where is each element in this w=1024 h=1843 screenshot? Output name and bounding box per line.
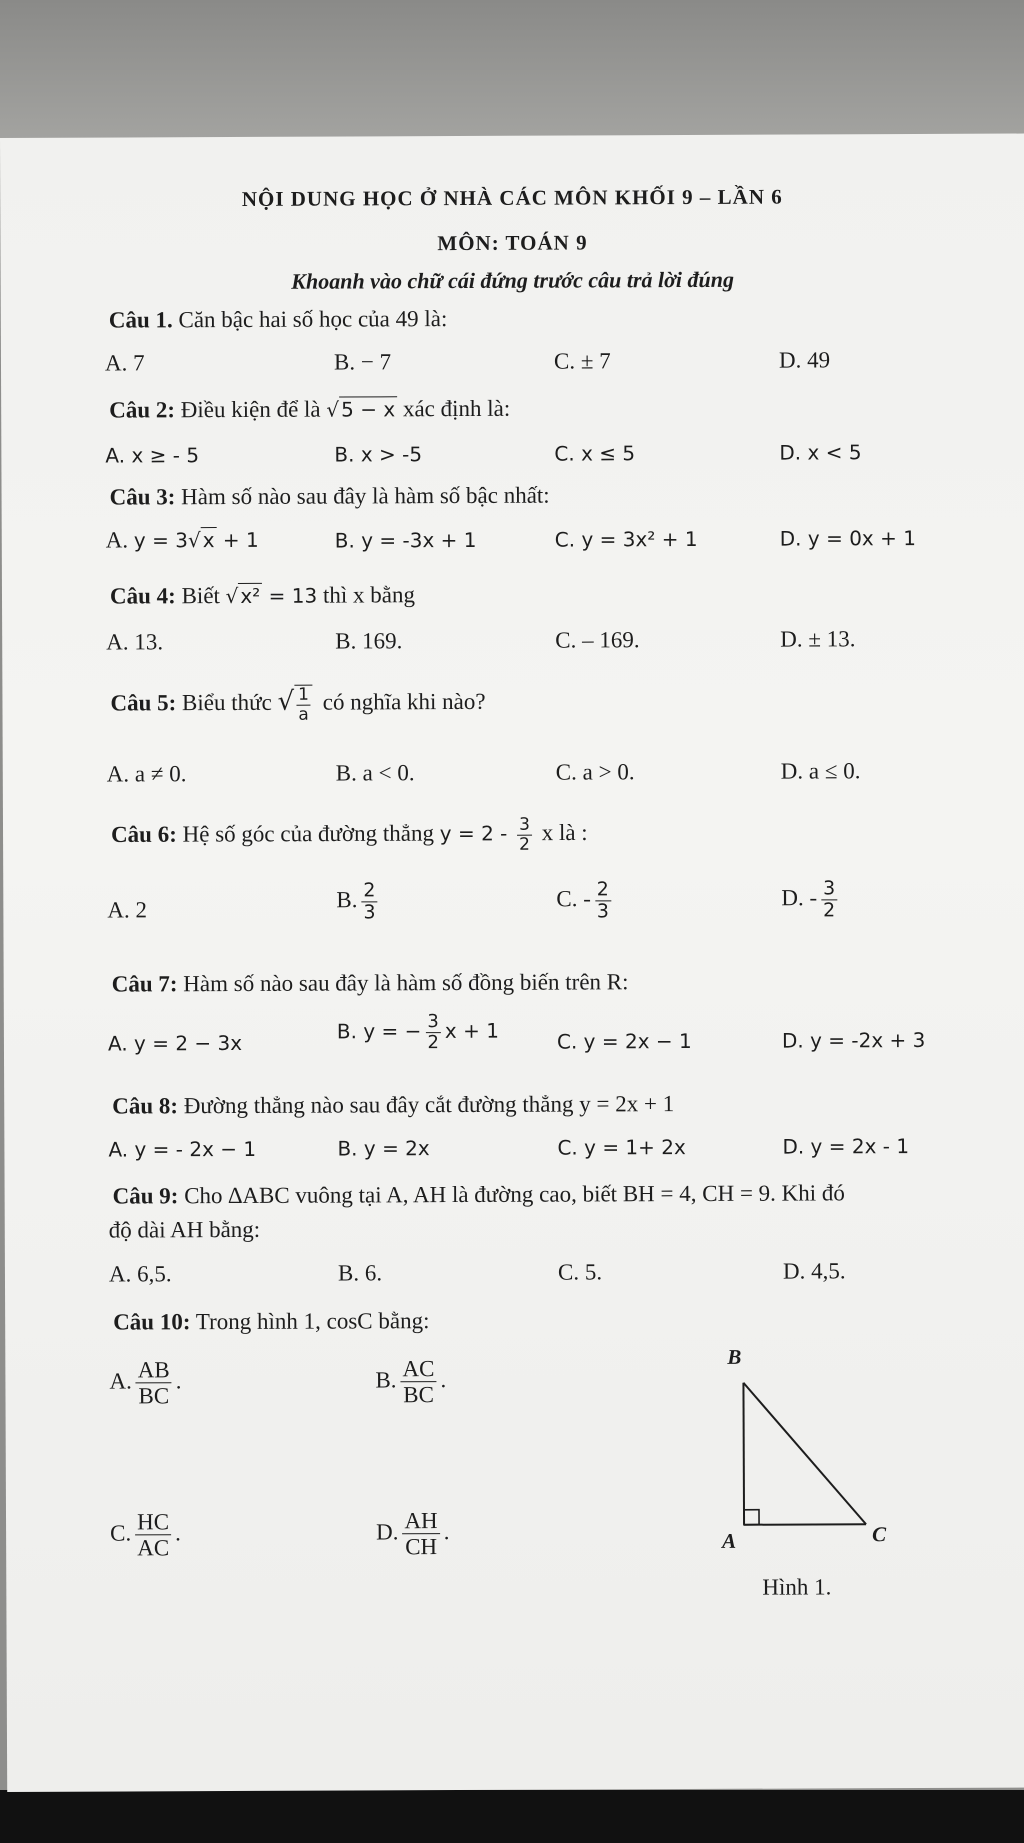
side-ab — [743, 1383, 744, 1525]
q1-option-d: D. 49 — [778, 347, 831, 373]
q5-option-d: D. a ≤ 0. — [780, 758, 861, 784]
background-bottom — [0, 1790, 1024, 1843]
q10-option-b: B. $\frac{AC}{BC}$ . — [375, 1356, 447, 1408]
q7-option-d: D. y = -2x + 3 — [781, 1027, 926, 1053]
question-3 — [110, 483, 550, 511]
q8-option-b: B. y = 2x — [337, 1136, 430, 1161]
q6-option-c: C. - $\frac{2}{3}$ — [556, 878, 610, 923]
q3-option-b: B. y = -3x + 1 — [334, 527, 477, 553]
question-label: Câu 1. — [108, 307, 173, 333]
question-label: Câu 2: — [109, 397, 176, 423]
triangle-figure — [725, 1364, 886, 1535]
q3-option-c: C. y = 3x² + 1 — [554, 526, 698, 552]
q9-option-a: A. 6,5. — [108, 1261, 172, 1287]
question-text: Cho ∆ABC vuông tại A, AH là đường cao, biết BH = 4, CH = 9. Khi đó — [184, 1180, 845, 1209]
question-text: Hàm số nào sau đây là hàm số bậc nhất: — [181, 482, 550, 510]
question-text: Căn bậc hai số học của 49 là: — [178, 306, 448, 333]
q6-option-d: D. - $\frac{3}{2}$ — [781, 877, 836, 922]
q6-option-a: A. 2 — [107, 897, 148, 923]
q6-option-b: B. $\frac{2}{3}$ — [336, 879, 376, 924]
question-label: Câu 7: — [111, 971, 178, 997]
q4-option-d: D. ± 13. — [780, 626, 856, 652]
side-ac — [744, 1524, 866, 1525]
question-8 — [112, 1091, 674, 1119]
q5-option-b: B. a < 0. — [335, 760, 415, 786]
question-10 — [113, 1308, 429, 1335]
q10-option-d: D. $\frac{AH}{CH}$ . — [376, 1508, 450, 1560]
q9-option-d: D. 4,5. — [782, 1258, 846, 1284]
q4-option-a: A. 13. — [106, 629, 164, 655]
q2-option-b: B. x > -5 — [334, 442, 423, 467]
q10-option-a: A. $\frac{AB}{BC}$ . — [109, 1357, 182, 1409]
question-9-cont: độ dài AH bằng: — [108, 1216, 261, 1243]
question-9 — [113, 1180, 845, 1209]
right-angle-mark — [744, 1510, 759, 1525]
q4-option-c: C. – 169. — [555, 627, 640, 653]
q3-option-a: A. y = 3√x + 1 — [105, 527, 259, 553]
vertex-c-label: C — [872, 1522, 887, 1547]
question-text: Đường thẳng nào sau đây cắt đường thẳng y = 2x + 1 — [183, 1091, 675, 1119]
instruction: Khoanh vào chữ cái đứng trước câu trả lời đúng — [291, 266, 735, 294]
question-1 — [109, 306, 448, 333]
question-6: Câu 6: Hệ số góc của đường thẳng y = 2 - $\frac{3}{2}$ x là : — [110, 814, 588, 855]
question-4: Câu 4: Biết √x² = 13 thì x bằng — [109, 582, 416, 609]
q8-option-d: D. y = 2x - 1 — [782, 1134, 910, 1159]
q2-option-a: A. x ≥ - 5 — [105, 443, 200, 468]
q5-option-a: A. a ≠ 0. — [106, 761, 187, 787]
q5-option-c: C. a > 0. — [555, 759, 635, 785]
vertex-a-label: A — [722, 1528, 737, 1553]
question-label: Câu 5: — [110, 690, 177, 716]
q2-option-d: D. x < 5 — [779, 440, 862, 465]
question-5: Câu 5: Biểu thức √ $\frac{1}{a}$ có nghĩa khi nào? — [110, 684, 486, 725]
vertex-b-label: B — [727, 1344, 742, 1369]
q7-option-b: B. y = − $\frac{3}{2}$ x + 1 — [336, 1011, 499, 1053]
question-label: Câu 3: — [109, 484, 176, 510]
q1-option-a: A. 7 — [104, 350, 145, 376]
q1-option-b: B. − 7 — [333, 349, 392, 375]
question-text: Hàm số nào sau đây là hàm số đồng biến trên R: — [183, 969, 629, 997]
figure-caption: Hình 1. — [762, 1574, 832, 1600]
question-label: Câu 9: — [112, 1183, 179, 1209]
q3-option-d: D. y = 0x + 1 — [779, 526, 916, 551]
question-2: Câu 2: Điều kiện để là √5 − x xác định là: — [109, 395, 511, 423]
side-bc — [743, 1382, 866, 1525]
q7-option-c: C. y = 2x − 1 — [556, 1028, 692, 1054]
q8-option-a: A. y = - 2x − 1 — [108, 1136, 257, 1162]
question-label: Câu 6: — [110, 821, 177, 847]
q10-option-c: C. $\frac{HC}{AC}$ . — [110, 1509, 181, 1561]
q9-option-b: B. 6. — [337, 1260, 383, 1286]
question-label: Câu 8: — [112, 1093, 179, 1119]
exam-paper — [0, 134, 1024, 1792]
q8-option-c: C. y = 1+ 2x — [557, 1135, 686, 1160]
q2-option-c: C. x ≤ 5 — [554, 441, 636, 466]
question-label: Câu 10: — [113, 1309, 191, 1335]
question-7 — [112, 969, 629, 997]
subject-title: MÔN: TOÁN 9 — [437, 230, 588, 256]
question-label: Câu 4: — [109, 583, 176, 609]
question-text: Trong hình 1, cosC bằng: — [195, 1308, 430, 1335]
q4-option-b: B. 169. — [335, 628, 403, 654]
q1-option-c: C. ± 7 — [553, 348, 611, 374]
q7-option-a: A. y = 2 − 3x — [107, 1030, 243, 1056]
exam-title: NỘI DUNG HỌC Ở NHÀ CÁC MÔN KHỐI 9 – LẦN 6 — [241, 184, 783, 211]
background-top — [0, 0, 1024, 150]
q9-option-c: C. 5. — [557, 1259, 603, 1285]
